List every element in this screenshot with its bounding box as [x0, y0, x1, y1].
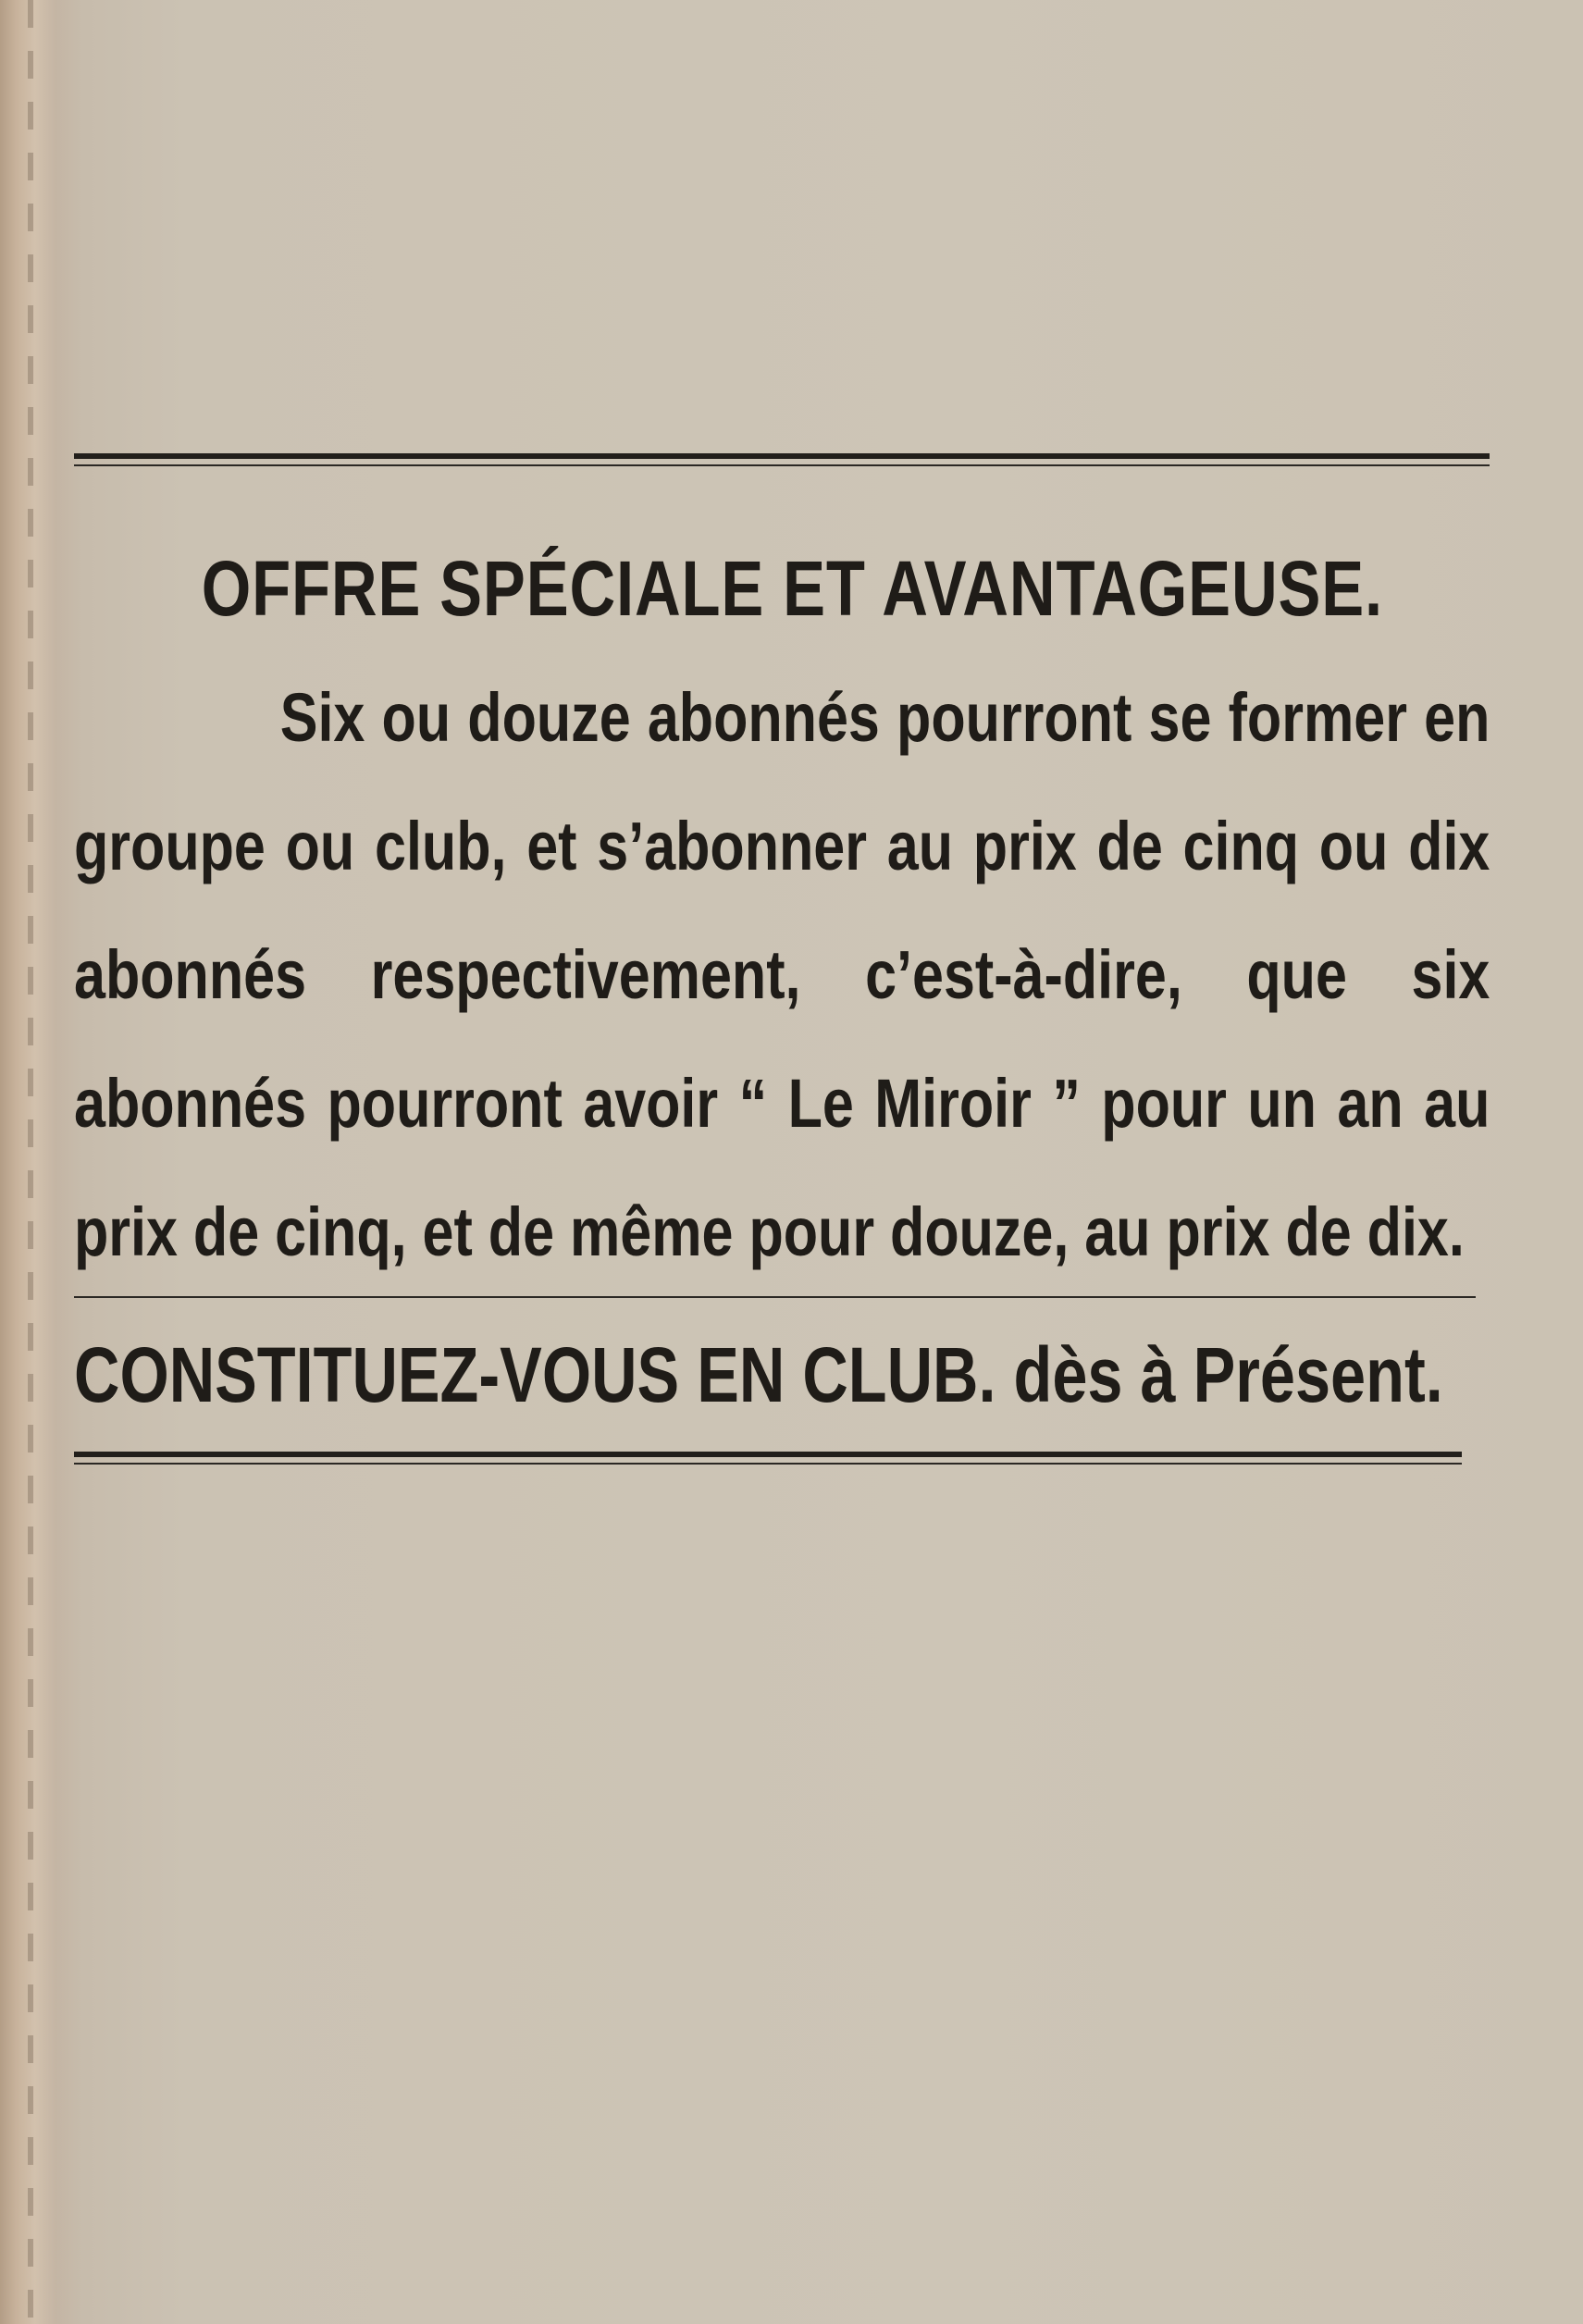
- middle-rule: [74, 1296, 1476, 1298]
- call-to-action: [74, 1324, 1473, 1426]
- top-double-rule: [74, 453, 1490, 468]
- top-rule-thin: [74, 464, 1490, 466]
- cta-main: CONSTITUEZ-VOUS EN CLUB.: [74, 1331, 996, 1418]
- notice-body-text: Six ou douze abonnés pourront se former en groupe ou club, et s’abonner au prix de cinq ou dix abonnés respectivement, c’est-à-dire, que six abonnés pourront avoir “ Le Miroir ” pour un an au prix de cinq, et de même pour douze, au prix de dix.: [74, 679, 1490, 1270]
- binding-edge: [28, 0, 33, 2324]
- notice-block: [74, 453, 1490, 1466]
- bottom-rule-thin: [74, 1463, 1462, 1465]
- notice-body: [74, 653, 1490, 1296]
- notice-heading: OFFRE SPÉCIALE ET AVANTAGEUSE.: [201, 545, 1383, 632]
- top-rule-thick: [74, 453, 1490, 459]
- bottom-rule-thick: [74, 1452, 1462, 1457]
- bottom-double-rule: [74, 1452, 1462, 1466]
- cta-tail: dès à Présent.: [1013, 1331, 1443, 1418]
